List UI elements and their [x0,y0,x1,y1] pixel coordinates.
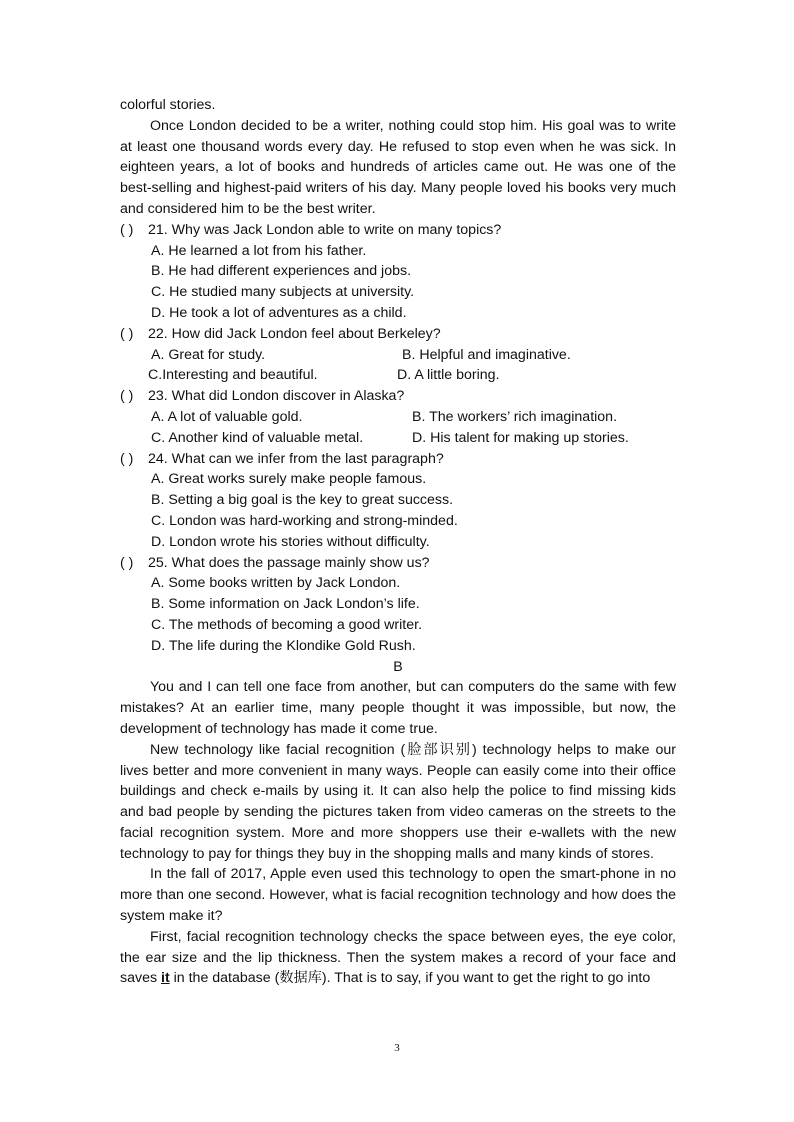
section-heading: B [393,658,403,675]
paragraph-text: First, facial recognition technology checks the space between eyes, the eye color, the ear size and the lip thickness. Then the system makes a record of your face and saves [120,928,676,987]
option-a: A. He learned a lot from his father. [151,242,367,259]
option-a: A. Great for study. [151,346,266,363]
option-d: D. He took a lot of adventures as a child. [151,304,407,321]
options-row [120,365,676,386]
answer-blank[interactable]: ( ) [120,388,134,405]
document-page [120,95,676,989]
option-c: C.Interesting and beautiful. [148,367,318,384]
passage-a-ending: colorful stories. [120,97,216,113]
option-a: A. A lot of valuable gold. [151,408,303,425]
option-a: A. Some books written by Jack London. [151,575,401,592]
paragraph-text: in the database (数据库). That is to say, if you want to get the right to go into [169,970,651,987]
option-a: A. Great works surely make people famous. [151,471,427,488]
question-21 [120,220,676,241]
option-d: D. His talent for making up stories. [412,429,629,446]
option-d: D. London wrote his stories without difficulty. [151,533,430,550]
passage-b-paragraph-3: In the fall of 2017, Apple even used this technology to open the smart-phone in no more than one second. However, what is facial recognition technology and how does the system make it? [120,866,676,925]
question-stem: 21. Why was Jack London able to write on many topics? [148,221,502,238]
passage-b-paragraph-1: You and I can tell one face from another, but can computers do the same with few mistakes? At an earlier time, many people thought it was impossible, but now, the development of technology has made it come true. [120,679,676,737]
question-22 [120,324,676,345]
page-number: 3 [394,1042,400,1054]
question-stem: 24. What can we infer from the last paragraph? [148,450,444,467]
option-b: B. Helpful and imaginative. [402,346,571,363]
underlined-word: it [161,970,170,987]
answer-blank[interactable]: ( ) [120,450,134,467]
question-stem: 25. What does the passage mainly show us? [148,554,430,571]
option-b: B. Setting a big goal is the key to great success. [151,492,454,509]
question-24 [120,449,676,470]
question-23 [120,386,676,407]
question-25 [120,553,676,574]
options-row [120,428,676,449]
option-c: C. London was hard-working and strong-minded. [151,512,458,529]
option-d: D. The life during the Klondike Gold Rush. [151,637,416,654]
option-c: C. He studied many subjects at university. [151,284,415,301]
answer-blank[interactable]: ( ) [120,221,134,238]
option-c: C. The methods of becoming a good writer. [151,616,423,633]
passage-b-paragraph-2: New technology like facial recognition (脸部识别) technology helps to make our lives better and more convenient in many ways. People can easily come into their office buildings and check e-mails by using it. It can also help the police to find missing kids and bad people by sending the pictures taken from video cameras on the streets to the facial recognition system. More and more shoppers use their e-wallets with the new technology to pay for things they buy in the shopping malls and many kinds of stores. [120,741,676,862]
option-b: B. The workers’ rich imagination. [412,408,618,425]
question-stem: 22. How did Jack London feel about Berkeley? [148,325,441,342]
option-b: B. Some information on Jack London’s life. [151,596,420,613]
option-d: D. A little boring. [397,367,500,384]
question-stem: 23. What did London discover in Alaska? [148,388,405,405]
answer-blank[interactable]: ( ) [120,554,134,571]
option-b: B. He had different experiences and jobs. [151,263,412,280]
answer-blank[interactable]: ( ) [120,325,134,342]
options-row [120,345,676,366]
options-row [120,407,676,428]
passage-b-paragraph-4 [120,927,676,989]
passage-a-last-paragraph: Once London decided to be a writer, nothing could stop him. His goal was to write at least one thousand words every day. He refused to stop even when he was sick. In eighteen years, a lot of books and hundreds of articles came out. He was one of the best-selling and highest-paid writers of his day. Many people loved his books very much and considered him to be the best writer. [120,117,676,217]
option-c: C. Another kind of valuable metal. [151,429,364,446]
